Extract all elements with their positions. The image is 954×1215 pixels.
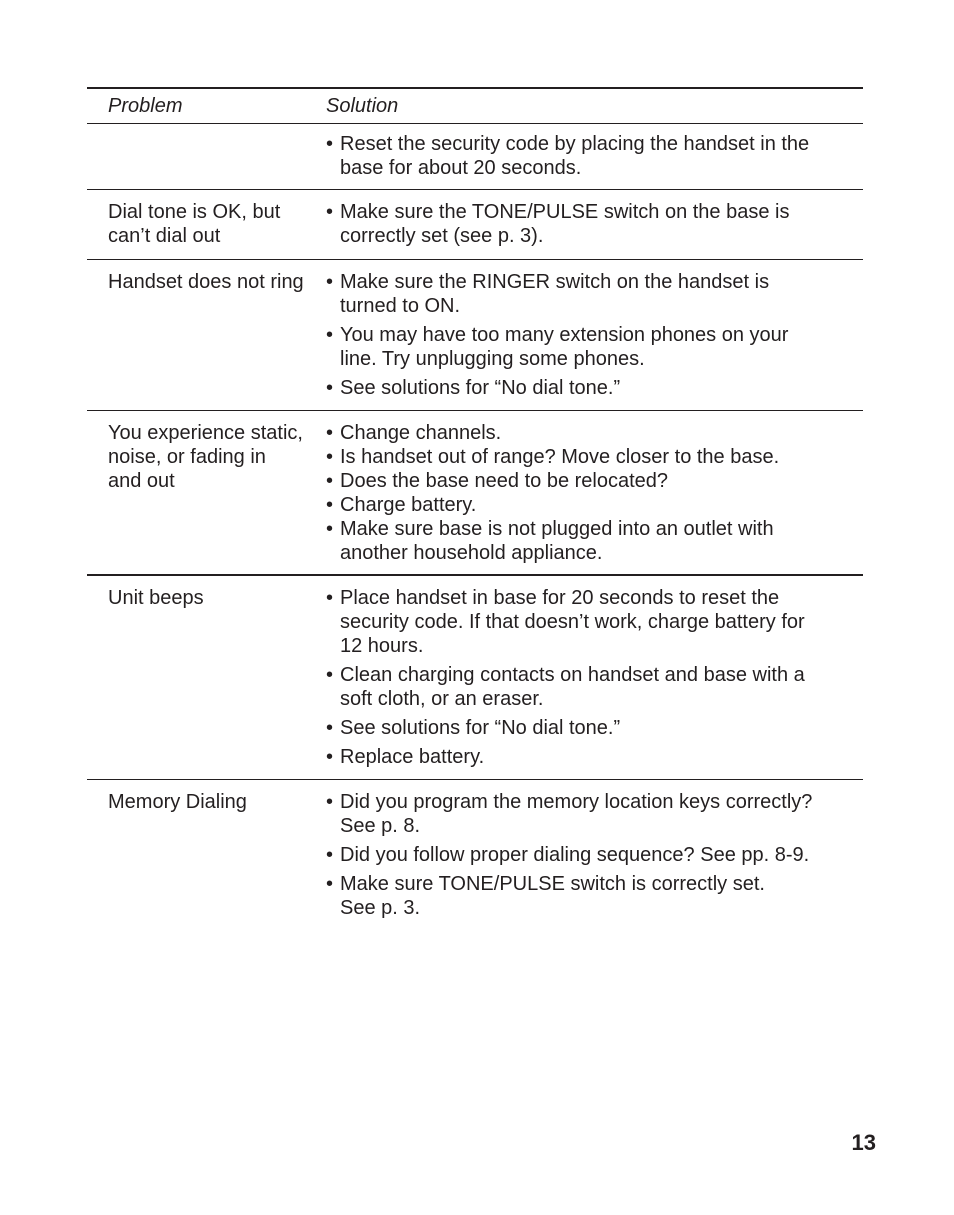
header-solution: Solution [326, 94, 399, 117]
solution-item [326, 843, 863, 867]
solution-item [326, 270, 863, 318]
table-row [87, 780, 863, 940]
solution-item [326, 493, 863, 517]
bullet-marker: • [326, 518, 334, 540]
problem-cell: Unit beeps [108, 587, 204, 609]
solution-cell [326, 780, 863, 940]
solution-cell [326, 260, 863, 410]
problem-cell: Handset does not ring [108, 271, 304, 293]
solution-cell [326, 411, 863, 574]
solution-text: Charge battery. [340, 494, 477, 516]
table-row [87, 190, 863, 260]
solution-text: Replace battery. [340, 746, 485, 768]
troubleshooting-table [87, 87, 863, 940]
problem-cell [87, 124, 326, 189]
solution-text: Did you follow proper dialing sequence? See pp. 8-9. [340, 844, 810, 866]
solution-item [326, 586, 863, 658]
solution-item [326, 469, 863, 493]
header-problem: Problem [108, 94, 183, 117]
page-number: 13 [851, 1130, 876, 1155]
bullet-marker: • [326, 664, 334, 686]
bullet-marker: • [326, 587, 334, 609]
solution-item [326, 421, 863, 445]
bullet-marker: • [326, 746, 334, 768]
table-header [87, 89, 863, 124]
bullet-marker: • [326, 446, 334, 468]
solution-item [326, 517, 863, 565]
bullet-marker: • [326, 470, 334, 492]
bullet-marker: • [326, 271, 334, 293]
solution-item [326, 323, 863, 371]
table-row [87, 260, 863, 411]
solution-text: Is handset out of range? Move closer to the base. [340, 446, 780, 468]
solution-item [326, 445, 863, 469]
solution-text: Does the base need to be relocated? [340, 470, 669, 492]
bullet-marker: • [326, 133, 334, 155]
solution-text: Clean charging contacts on handset and base with a soft cloth, or an eraser. [340, 664, 805, 710]
bullet-marker: • [326, 422, 334, 444]
solution-item [326, 132, 863, 180]
solution-text: Make sure the TONE/PULSE switch on the base is correctly set (see p. 3). [340, 201, 790, 247]
solution-text: Reset the security code by placing the handset in the base for about 20 seconds. [340, 133, 810, 179]
bullet-marker: • [326, 873, 334, 895]
bullet-marker: • [326, 201, 334, 223]
table-row [87, 411, 863, 576]
solution-text: Make sure the RINGER switch on the handset is turned to ON. [340, 271, 770, 317]
solution-text: See solutions for “No dial tone.” [340, 717, 621, 739]
bullet-marker: • [326, 844, 334, 866]
solution-item [326, 376, 863, 400]
solution-cell [326, 576, 863, 779]
bullet-marker: • [326, 377, 334, 399]
solution-text: Place handset in base for 20 seconds to reset the security code. If that doesn’t work, charge battery for 12 hours. [340, 587, 805, 657]
problem-cell: Memory Dialing [108, 791, 247, 813]
solution-item [326, 663, 863, 711]
solution-cell [326, 124, 863, 189]
solution-cell [326, 190, 863, 259]
solution-text: See solutions for “No dial tone.” [340, 377, 621, 399]
bullet-marker: • [326, 717, 334, 739]
bullet-marker: • [326, 791, 334, 813]
solution-text: You may have too many extension phones on your line. Try unplugging some phones. [340, 324, 789, 370]
problem-cell: You experience static, noise, or fading in and out [108, 422, 303, 492]
solution-text: Change channels. [340, 422, 502, 444]
bullet-marker: • [326, 324, 334, 346]
solution-text: Did you program the memory location keys correctly? See p. 8. [340, 791, 813, 837]
solution-text: Make sure TONE/PULSE switch is correctly set. See p. 3. [340, 873, 765, 919]
problem-cell: Dial tone is OK, but can’t dial out [108, 201, 281, 247]
solution-item [326, 716, 863, 740]
table-row [87, 576, 863, 780]
solution-item [326, 872, 863, 920]
solution-item [326, 200, 863, 248]
table-row [87, 124, 863, 190]
solution-item [326, 790, 863, 838]
solution-item [326, 745, 863, 769]
bullet-marker: • [326, 494, 334, 516]
solution-text: Make sure base is not plugged into an outlet with another household appliance. [340, 518, 774, 564]
